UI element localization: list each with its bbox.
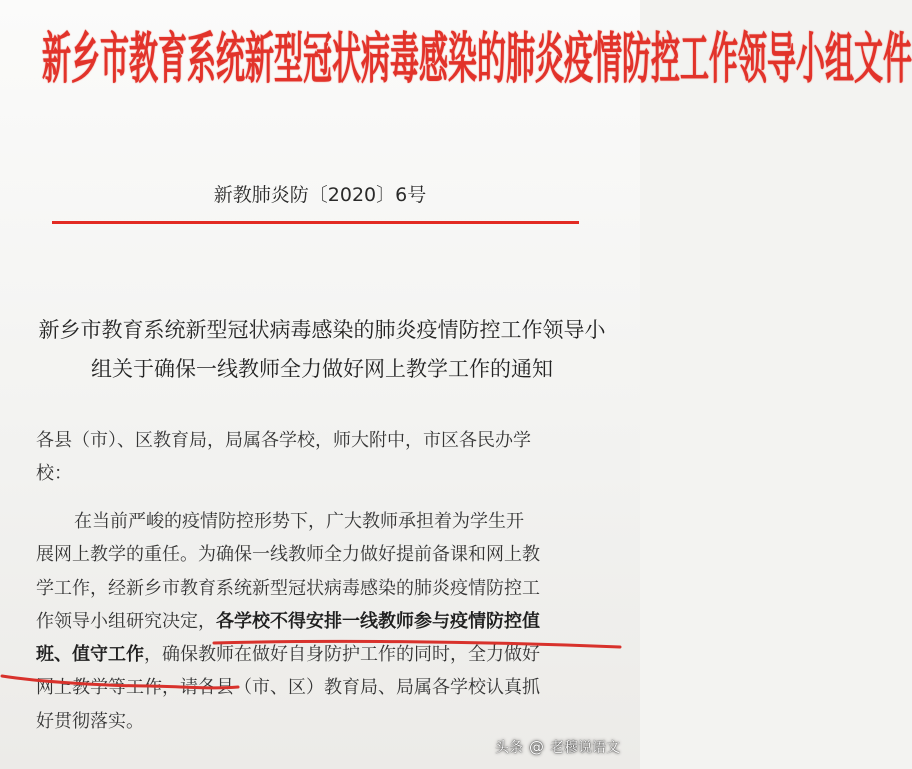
watermark-author: 老穆说语文 xyxy=(550,740,620,756)
paragraph-line: 展网上教学的重任。为确保一线教师全力做好提前备课和网上教 xyxy=(36,544,540,566)
at-icon: @ xyxy=(529,738,544,756)
red-divider-line xyxy=(52,221,579,224)
emphasized-text: 班、值守工作 xyxy=(36,644,144,666)
notice-title-line: 组关于确保一线教师全力做好网上教学工作的通知 xyxy=(91,356,553,381)
paragraph-line xyxy=(36,605,611,638)
emphasized-text: 各学校不得安排一线教师参与疫情防控值 xyxy=(216,610,540,632)
body-paragraph xyxy=(36,505,611,738)
notice-title-line: 新乡市教育系统新型冠状病毒感染的肺炎疫情防控工作领导小 xyxy=(38,318,606,342)
paragraph-line: 在当前严峻的疫情防控形势下，广大教师承担着为学生开 xyxy=(74,511,524,532)
paragraph-line: 好贯彻落实。 xyxy=(36,710,144,732)
salutation-line: 各县（市）、区教育局，局属各学校，师大附中，市区各民办学 xyxy=(36,430,531,451)
document-header: 新乡市教育系统新型冠状病毒感染的肺炎疫情防控工作领导小组文件 xyxy=(42,26,912,91)
paragraph-line xyxy=(36,638,611,671)
paragraph-line: 学工作，经新乡市教育系统新型冠状病毒感染的肺炎疫情防控工 xyxy=(36,577,540,599)
document-number: 新教肺炎防〔2020〕6号 xyxy=(213,184,427,206)
paragraph-text: 作领导小组研究决定， xyxy=(36,610,216,632)
watermark xyxy=(495,737,620,757)
paragraph-text: ，确保教师在做好自身防护工作的同时，全力做好 xyxy=(144,644,540,666)
watermark-source: 头条 xyxy=(495,740,523,756)
salutation-line: 校： xyxy=(36,463,72,485)
notice-title xyxy=(32,311,612,389)
paragraph-line: 网上教学等工作，请各县（市、区）教育局、局属各学校认真抓 xyxy=(36,677,540,699)
salutation xyxy=(36,424,616,491)
